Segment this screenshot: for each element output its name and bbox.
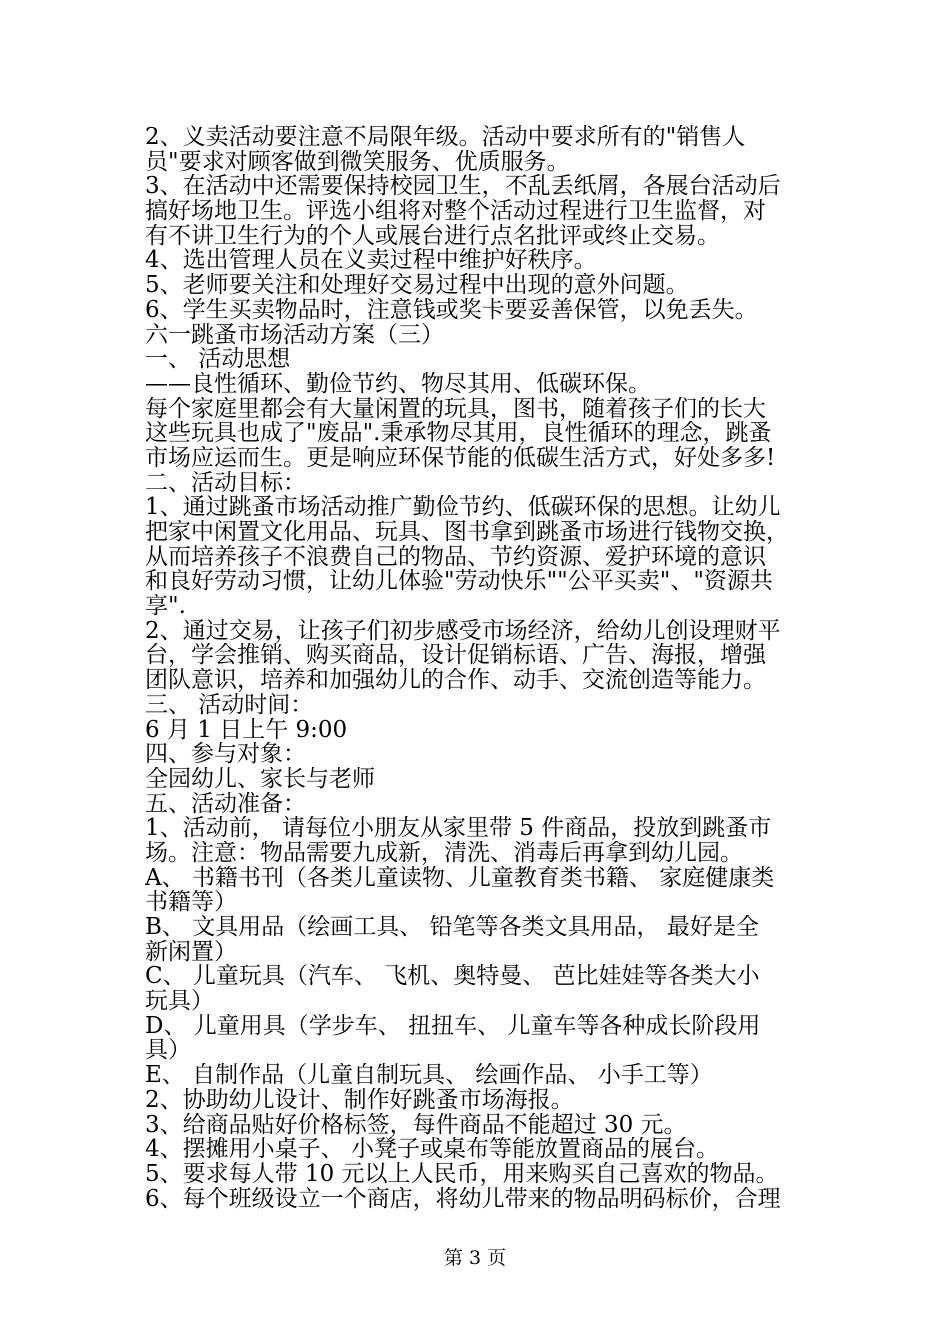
text-line: 4、选出管理人员在义卖过程中维护好秩序。: [145, 248, 597, 274]
text-line: 5、要求每人带 10 元以上人民币，用来购买自己喜欢的物品。: [145, 1161, 779, 1187]
text-line: 搞好场地卫生。评选小组将对整个活动过程进行卫生监督，对: [145, 199, 766, 224]
text-line: 和良好劳动习惯，让幼儿体验"劳动快乐""公平买卖"、"资源共: [145, 569, 773, 595]
text-line: 5、老师要关注和处理好交易过程中出现的意外问题。: [145, 273, 689, 298]
text-line: B、 文具用品（绘画工具、 铅笔等各类文具用品， 最好是全: [145, 915, 759, 940]
text-line: 1、活动前， 请每位小朋友从家里带 5 件商品，投放到跳蚤市: [145, 816, 772, 841]
text-line: 四、参与对象：: [145, 742, 306, 767]
text-line: 1、通过跳蚤市场活动推广勤俭节约、低碳环保的思想。让幼儿: [145, 495, 781, 520]
document-body: [145, 125, 810, 1211]
text-line: 3、给商品贴好价格标签，每件商品不能超过 30 元。: [145, 1112, 687, 1138]
text-line: 员"要求对顾客做到微笑服务、优质服务。: [145, 149, 570, 175]
text-line: 2、通过交易，让孩子们初步感受市场经济，给幼儿创设理财平: [145, 618, 781, 644]
text-line: 六一跳蚤市场活动方案（三）: [145, 322, 444, 348]
text-line: 4、摆摊用小桌子、 小凳子或桌布等能放置商品的展台。: [145, 1137, 719, 1162]
text-line: 把家中闲置文化用品、玩具、图书拿到跳蚤市场进行钱物交换，: [145, 520, 789, 545]
text-line: 6 月 1 日上午 9:00: [145, 717, 348, 743]
text-line: E、 自制作品（儿童自制玩具、 绘画作品、 小手工等）: [145, 1063, 713, 1088]
text-line: 6、学生买卖物品时，注意钱或奖卡要妥善保管，以免丢失。: [145, 297, 758, 323]
text-line: 市场应运而生。更是响应环保节能的低碳生活方式，好处多多!: [145, 445, 776, 471]
page-number-footer: 第 3 页: [443, 1247, 507, 1269]
text-line: C、 儿童玩具（汽车、 飞机、奥特曼、 芭比娃娃等各类大小: [145, 964, 760, 990]
text-line: 这些玩具也成了"废品".秉承物尽其用，良性循环的理念，跳蚤: [145, 421, 772, 446]
text-line: 每个家庭里都会有大量闲置的玩具，图书，随着孩子们的长大: [145, 396, 766, 422]
text-line: 具）: [145, 1038, 191, 1064]
text-line: 2、义卖活动要注意不局限年级。活动中要求所有的"销售人: [145, 125, 746, 150]
text-line: 全园幼儿、家长与老师: [145, 766, 375, 792]
text-line: 三、 活动时间：: [145, 692, 314, 718]
text-line: 3、在活动中还需要保持校园卫生，不乱丢纸屑，各展台活动后: [145, 174, 781, 200]
text-line: 2、协助幼儿设计、制作好跳蚤市场海报。: [145, 1087, 574, 1113]
text-line: 6、每个班级设立一个商店，将幼儿带来的物品明码标价，合理: [145, 1186, 781, 1212]
text-line: A、 书籍书刊（各类儿童读物、儿童教育类书籍、 家庭健康类: [145, 865, 775, 891]
text-line: 团队意识，培养和加强幼儿的合作、动手、交流创造等能力。: [145, 668, 766, 693]
text-line: 二、活动目标：: [145, 470, 306, 496]
text-line: 书籍等）: [145, 890, 237, 915]
text-line: 有不讲卫生行为的个人或展台进行点名批评或终止交易。: [145, 223, 720, 249]
text-line: 新闲置）: [145, 939, 237, 965]
text-line: 场。注意：物品需要九成新，清洗、消毒后再拿到幼儿园。: [145, 840, 743, 866]
text-line: 一、 活动思想: [145, 347, 291, 372]
text-line: 五、活动准备：: [145, 791, 306, 817]
text-line: 玩具）: [145, 989, 214, 1014]
text-line: D、 儿童用具（学步车、 扭扭车、 儿童车等各种成长阶段用: [145, 1013, 761, 1039]
text-line: 从而培养孩子不浪费自己的物品、节约资源、爱护环境的意识: [145, 544, 766, 570]
text-line: ——良性循环、勤俭节约、物尽其用、低碳环保。: [145, 371, 651, 397]
text-line: 台，学会推销、购买商品，设计促销标语、广告、海报，增强: [145, 643, 766, 669]
text-line: 享".: [145, 594, 186, 619]
